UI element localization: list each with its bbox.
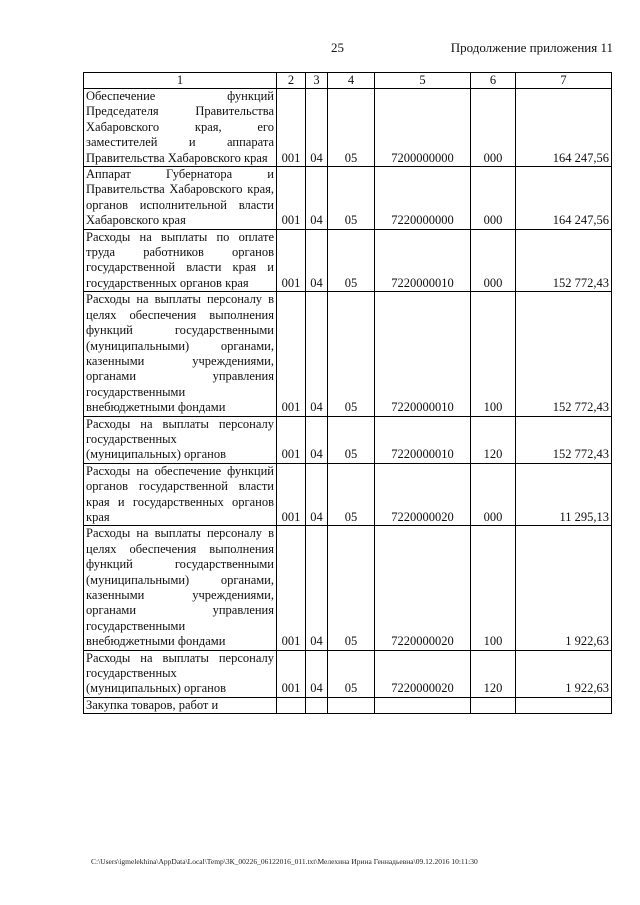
target-article-cell: 7220000010: [375, 416, 471, 463]
expense-type-cell: 120: [471, 416, 516, 463]
ministry-code-cell: 001: [277, 229, 306, 292]
target-article-cell: 7220000020: [375, 650, 471, 697]
expense-type-cell: 100: [471, 526, 516, 650]
expense-name-cell: Расходы на выплаты персоналу в целях обеспечения выполнения функций государственными (муниципальными) органами, казенными учреждениями, органами управления государственными внебюджетными фондами: [84, 292, 277, 416]
subsection-code-cell: 05: [328, 463, 375, 526]
section-code-cell: 04: [306, 167, 328, 230]
amount-cell: 152 772,43: [516, 229, 612, 292]
subsection-code-cell: 05: [328, 167, 375, 230]
column-header-6: 6: [471, 73, 516, 89]
subsection-code-cell: 05: [328, 229, 375, 292]
target-article-cell: 7200000000: [375, 89, 471, 167]
target-article-cell: 7220000010: [375, 292, 471, 416]
column-header-1: 1: [84, 73, 277, 89]
column-number-row: [84, 73, 612, 89]
ministry-code-cell: 001: [277, 463, 306, 526]
table-row: [84, 167, 612, 230]
expense-type-cell: 000: [471, 167, 516, 230]
table-row: [84, 292, 612, 416]
expense-type-cell: 000: [471, 229, 516, 292]
table-row: [84, 697, 612, 713]
expense-type-cell: 100: [471, 292, 516, 416]
amount-cell: 152 772,43: [516, 292, 612, 416]
expense-name-cell: Аппарат Губернатора и Правительства Хабаровского края, органов исполнительной власти Хабаровского края: [84, 167, 277, 230]
subsection-code-cell: [328, 697, 375, 713]
expense-name-cell: Расходы на выплаты персоналу государственных (муниципальных) органов: [84, 650, 277, 697]
amount-cell: 11 295,13: [516, 463, 612, 526]
expense-name-cell: Расходы на выплаты персоналу государственных (муниципальных) органов: [84, 416, 277, 463]
amount-cell: 1 922,63: [516, 650, 612, 697]
expense-type-cell: 000: [471, 89, 516, 167]
target-article-cell: 7220000020: [375, 526, 471, 650]
table-row: [84, 650, 612, 697]
section-code-cell: [306, 697, 328, 713]
section-code-cell: 04: [306, 89, 328, 167]
table-row: [84, 526, 612, 650]
budget-table-body: [84, 89, 612, 714]
ministry-code-cell: 001: [277, 416, 306, 463]
document-path-footer: C:\Users\igmelekhina\AppData\Local\Temp\3К_00226_06122016_011.txt\Мелехина Ирина Геннадьевна\09.12.2016 10:11:30: [91, 857, 478, 866]
budget-table: [83, 72, 612, 714]
page-number: 25: [331, 40, 344, 55]
expense-name-cell: Расходы на обеспечение функций органов государственной власти края и государственных органов края: [84, 463, 277, 526]
ministry-code-cell: 001: [277, 89, 306, 167]
table-row: [84, 416, 612, 463]
expense-name-cell: Закупка товаров, работ и: [84, 697, 277, 713]
ministry-code-cell: 001: [277, 650, 306, 697]
table-row: [84, 463, 612, 526]
amount-cell: 152 772,43: [516, 416, 612, 463]
table-row: [84, 229, 612, 292]
section-code-cell: 04: [306, 416, 328, 463]
column-header-3: 3: [306, 73, 328, 89]
target-article-cell: 7220000010: [375, 229, 471, 292]
expense-name-cell: Расходы на выплаты по оплате труда работников органов государственной власти края и государственных органов края: [84, 229, 277, 292]
target-article-cell: [375, 697, 471, 713]
subsection-code-cell: 05: [328, 89, 375, 167]
amount-cell: 164 247,56: [516, 167, 612, 230]
column-header-7: 7: [516, 73, 612, 89]
ministry-code-cell: [277, 697, 306, 713]
expense-name-cell: Расходы на выплаты персоналу в целях обеспечения выполнения функций государственными (муниципальными) органами, казенными учреждениями, органами управления государственными внебюджетными фондами: [84, 526, 277, 650]
column-header-2: 2: [277, 73, 306, 89]
expense-type-cell: [471, 697, 516, 713]
column-header-4: 4: [328, 73, 375, 89]
expense-type-cell: 120: [471, 650, 516, 697]
column-header-5: 5: [375, 73, 471, 89]
section-code-cell: 04: [306, 292, 328, 416]
subsection-code-cell: 05: [328, 650, 375, 697]
section-code-cell: 04: [306, 463, 328, 526]
ministry-code-cell: 001: [277, 526, 306, 650]
amount-cell: [516, 697, 612, 713]
subsection-code-cell: 05: [328, 526, 375, 650]
table-row: [84, 89, 612, 167]
amount-cell: 164 247,56: [516, 89, 612, 167]
subsection-code-cell: 05: [328, 416, 375, 463]
expense-name-cell: Обеспечение функций Председателя Правительства Хабаровского края, его заместителей и аппарата Правительства Хабаровского края: [84, 89, 277, 167]
target-article-cell: 7220000020: [375, 463, 471, 526]
appendix-continuation-label: Продолжение приложения 11: [450, 40, 613, 55]
section-code-cell: 04: [306, 526, 328, 650]
ministry-code-cell: 001: [277, 167, 306, 230]
section-code-cell: 04: [306, 650, 328, 697]
subsection-code-cell: 05: [328, 292, 375, 416]
ministry-code-cell: 001: [277, 292, 306, 416]
expense-type-cell: 000: [471, 463, 516, 526]
section-code-cell: 04: [306, 229, 328, 292]
amount-cell: 1 922,63: [516, 526, 612, 650]
target-article-cell: 7220000000: [375, 167, 471, 230]
